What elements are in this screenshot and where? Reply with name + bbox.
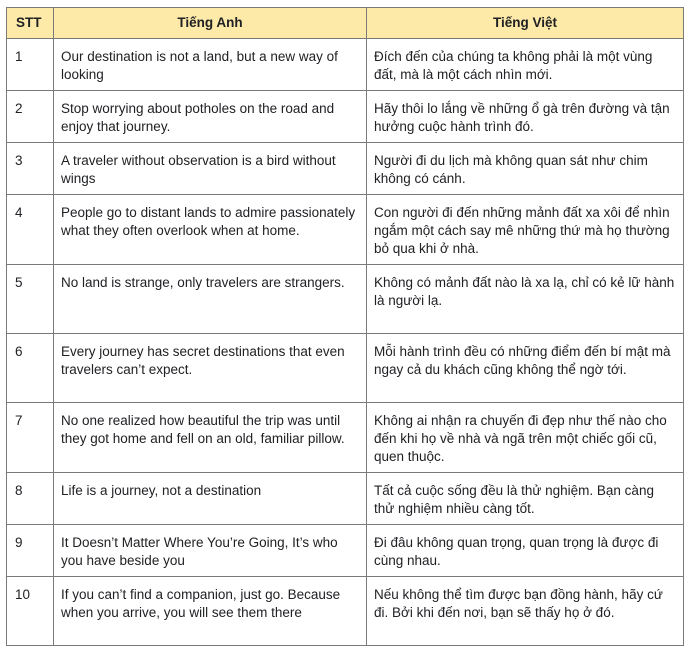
vietnamese-quote: Tất cả cuộc sống đều là thử nghiệm. Bạn càng thử nghiệm nhiều càng tốt. [367,473,684,525]
table-row [7,91,684,143]
english-quote: People go to distant lands to admire passionately what they often overlook when at home. [54,195,367,265]
table-row [7,143,684,195]
table-row [7,334,684,403]
english-quote: Every journey has secret destinations that even travelers can’t expect. [54,334,367,403]
english-quote: It Doesn’t Matter Where You’re Going, It’s who you have beside you [54,525,367,577]
table-row [7,265,684,334]
row-number: 7 [7,403,54,473]
row-number: 9 [7,525,54,577]
header-stt: STT [7,8,54,39]
header-vietnamese: Tiếng Việt [367,8,684,39]
english-quote: No land is strange, only travelers are strangers. [54,265,367,334]
vietnamese-quote: Nếu không thể tìm được bạn đồng hành, hãy cứ đi. Bởi khi đến nơi, bạn sẽ thấy họ ở đó. [367,577,684,646]
header-row [7,8,684,39]
english-quote: No one realized how beautiful the trip was until they got home and fell on an old, familiar pillow. [54,403,367,473]
table-row [7,577,684,646]
table-row [7,39,684,91]
row-number: 4 [7,195,54,265]
english-quote: A traveler without observation is a bird without wings [54,143,367,195]
vietnamese-quote: Con người đi đến những mảnh đất xa xôi để nhìn ngắm một cách say mê những thứ mà họ thường bỏ qua khi ở nhà. [367,195,684,265]
quotes-table [6,7,684,646]
quotes-table-container [6,7,684,646]
vietnamese-quote: Đi đâu không quan trọng, quan trọng là được đi cùng nhau. [367,525,684,577]
table-row [7,473,684,525]
row-number: 6 [7,334,54,403]
row-number: 5 [7,265,54,334]
vietnamese-quote: Hãy thôi lo lắng về những ổ gà trên đường và tận hưởng cuộc hành trình đó. [367,91,684,143]
table-row [7,403,684,473]
english-quote: Our destination is not a land, but a new way of looking [54,39,367,91]
row-number: 3 [7,143,54,195]
english-quote: Stop worrying about potholes on the road and enjoy that journey. [54,91,367,143]
english-quote: Life is a journey, not a destination [54,473,367,525]
row-number: 1 [7,39,54,91]
vietnamese-quote: Đích đến của chúng ta không phải là một vùng đất, mà là một cách nhìn mới. [367,39,684,91]
vietnamese-quote: Mỗi hành trình đều có những điểm đến bí mật mà ngay cả du khách cũng không thể ngờ tới. [367,334,684,403]
table-row [7,195,684,265]
english-quote: If you can’t find a companion, just go. Because when you arrive, you will see them there [54,577,367,646]
row-number: 8 [7,473,54,525]
row-number: 2 [7,91,54,143]
vietnamese-quote: Không ai nhận ra chuyến đi đẹp như thế nào cho đến khi họ về nhà và ngã trên một chiếc gối cũ, quen thuộc. [367,403,684,473]
row-number: 10 [7,577,54,646]
vietnamese-quote: Không có mảnh đất nào là xa lạ, chỉ có kẻ lữ hành là người lạ. [367,265,684,334]
header-english: Tiếng Anh [54,8,367,39]
table-row [7,525,684,577]
vietnamese-quote: Người đi du lịch mà không quan sát như chim không có cánh. [367,143,684,195]
